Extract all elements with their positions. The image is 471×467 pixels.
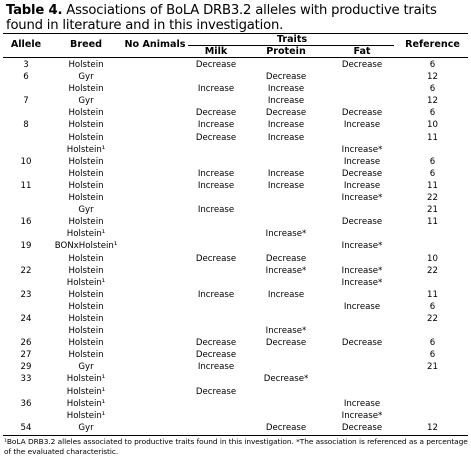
cell-breed: Holstein: [68, 84, 104, 95]
cell-allele: 8: [23, 120, 29, 131]
cell-animals: [123, 410, 187, 422]
cell-fat: Increase*: [341, 277, 383, 288]
cell-animals: [123, 144, 187, 156]
cell-fat: Decrease: [341, 422, 383, 433]
cell-fat: [327, 349, 397, 361]
cell-protein: Decrease: [265, 422, 307, 433]
table-row: [3, 204, 468, 216]
cell-reference: 6: [429, 301, 436, 312]
cell-animals: [123, 71, 187, 83]
cell-breed: Gyr: [78, 205, 94, 216]
cell-breed: Holstein: [68, 301, 104, 312]
header-milk: Milk: [204, 46, 228, 57]
cell-fat: Increase*: [341, 410, 383, 421]
cell-milk: [187, 265, 245, 277]
cell-fat: Increase*: [341, 265, 383, 276]
cell-animals: [123, 277, 187, 289]
cell-milk: [187, 71, 245, 83]
cell-animals: [123, 325, 187, 337]
cell-protein: [245, 386, 327, 398]
cell-breed: Gyr: [78, 362, 94, 373]
cell-animals: [123, 289, 187, 301]
cell-milk: Increase: [197, 205, 235, 216]
table-row: [3, 144, 468, 156]
cell-milk: Increase: [197, 168, 235, 179]
cell-allele: [3, 132, 49, 144]
cell-breed: Holstein: [68, 217, 104, 228]
cell-animals: [123, 216, 187, 228]
header-breed: Breed: [70, 39, 102, 50]
cell-reference: [397, 398, 468, 410]
cell-allele: 6: [23, 72, 29, 83]
cell-reference: [397, 325, 468, 337]
cell-allele: [3, 325, 49, 337]
cell-allele: 33: [20, 374, 32, 385]
cell-breed: Holstein: [68, 60, 104, 70]
cell-protein: Decrease*: [263, 374, 309, 385]
cell-animals: [123, 83, 187, 95]
cell-reference: 12: [427, 96, 438, 107]
cell-allele: 10: [20, 156, 32, 167]
table-row: [3, 373, 468, 385]
cell-fat: Increase*: [341, 241, 383, 252]
cell-allele: 3: [23, 60, 29, 70]
cell-fat: [327, 71, 397, 83]
table-footnote: ¹BoLA DRB3.2 alleles associated to productive traits found in this investigation. *The association is referenced as a percentage of the evaluated characteristic.: [4, 437, 468, 456]
cell-protein: Increase: [267, 168, 305, 179]
cell-milk: Decrease: [195, 108, 237, 119]
cell-milk: Decrease: [195, 386, 237, 397]
cell-milk: [187, 144, 245, 156]
cell-animals: [123, 204, 187, 216]
cell-fat: Decrease: [341, 108, 383, 119]
cell-breed: Holstein: [68, 168, 104, 179]
table-row: [3, 228, 468, 240]
cell-animals: [123, 422, 187, 434]
cell-protein: Increase: [267, 289, 305, 300]
table-caption-label: Table 4.: [6, 3, 63, 18]
table-row: [3, 361, 468, 373]
cell-reference: 6: [429, 60, 436, 70]
cell-milk: [187, 325, 245, 337]
cell-protein: [245, 144, 327, 156]
cell-reference: 22: [427, 265, 438, 276]
cell-allele: 22: [20, 265, 32, 276]
cell-animals: [123, 386, 187, 398]
cell-protein: Decrease: [265, 108, 307, 119]
cell-allele: [3, 192, 49, 204]
cell-animals: [123, 192, 187, 204]
cell-protein: Increase*: [265, 229, 307, 240]
cell-animals: [123, 301, 187, 313]
data-table: [3, 59, 468, 434]
table-row: [3, 119, 468, 131]
cell-breed: Holstein: [68, 180, 104, 191]
cell-protein: [245, 313, 327, 325]
cell-animals: [123, 361, 187, 373]
table-row: [3, 168, 468, 180]
cell-animals: [123, 180, 187, 192]
cell-protein: [245, 216, 327, 228]
cell-animals: [123, 119, 187, 131]
cell-allele: [3, 228, 49, 240]
cell-milk: [187, 216, 245, 228]
cell-allele: 26: [20, 338, 32, 349]
cell-fat: Decrease: [341, 168, 383, 179]
cell-fat: [327, 325, 397, 337]
cell-fat: Decrease: [341, 338, 383, 349]
cell-protein: Increase: [267, 84, 305, 95]
cell-reference: [397, 144, 468, 156]
table-row: [3, 192, 468, 204]
cell-milk: Decrease: [195, 132, 237, 143]
cell-animals: [123, 240, 187, 252]
table-row: [3, 289, 468, 301]
table-row: [3, 398, 468, 410]
cell-breed: Holstein: [68, 313, 104, 324]
cell-fat: Increase: [343, 398, 381, 409]
cell-reference: 11: [427, 180, 438, 191]
cell-allele: [3, 386, 49, 398]
cell-milk: [187, 410, 245, 422]
cell-milk: [187, 373, 245, 385]
cell-breed: Holstein: [68, 338, 104, 349]
cell-animals: [123, 313, 187, 325]
cell-allele: [3, 107, 49, 119]
cell-reference: 11: [427, 217, 438, 228]
cell-allele: [3, 204, 49, 216]
cell-milk: Increase: [197, 180, 235, 191]
cell-protein: [245, 410, 327, 422]
cell-milk: [187, 398, 245, 410]
header-fat: Fat: [353, 46, 371, 57]
cell-breed: Holstein: [68, 156, 104, 167]
cell-fat: Increase: [343, 180, 381, 191]
cell-animals: [123, 132, 187, 144]
table-row: [3, 337, 468, 349]
header-no-animals: No Animals: [124, 39, 186, 50]
table-row: [3, 386, 468, 398]
cell-protein: Decrease: [265, 72, 307, 83]
cell-milk: Decrease: [195, 350, 237, 361]
cell-fat: [327, 95, 397, 107]
cell-milk: Increase: [197, 362, 235, 373]
cell-milk: Increase: [197, 289, 235, 300]
cell-fat: [327, 132, 397, 144]
cell-allele: 27: [20, 350, 32, 361]
cell-fat: Decrease: [341, 60, 383, 70]
table-row: [3, 59, 468, 71]
header-reference: Reference: [405, 39, 460, 50]
cell-milk: [187, 422, 245, 434]
cell-milk: Increase: [197, 120, 235, 131]
cell-reference: 11: [427, 132, 438, 143]
cell-reference: [397, 240, 468, 252]
table-row: [3, 71, 468, 83]
cell-animals: [123, 253, 187, 265]
cell-protein: [245, 59, 327, 71]
cell-protein: [245, 361, 327, 373]
cell-animals: [123, 95, 187, 107]
cell-reference: [397, 373, 468, 385]
cell-milk: [187, 277, 245, 289]
cell-allele: 36: [20, 398, 32, 409]
cell-allele: 23: [20, 289, 32, 300]
cell-animals: [123, 398, 187, 410]
cell-allele: [3, 168, 49, 180]
table-row: [3, 240, 468, 252]
header-allele: Allele: [10, 39, 42, 50]
cell-protein: Increase: [267, 96, 305, 107]
cell-animals: [123, 349, 187, 361]
cell-fat: [327, 361, 397, 373]
cell-reference: 10: [427, 253, 438, 264]
cell-breed: Holstein: [68, 120, 104, 131]
cell-allele: 7: [23, 96, 29, 107]
cell-allele: 19: [20, 241, 32, 252]
table-row: [3, 422, 468, 434]
cell-breed: Gyr: [78, 72, 94, 83]
cell-reference: [397, 410, 468, 422]
cell-breed: Holstein¹: [66, 386, 106, 397]
cell-reference: [397, 386, 468, 398]
cell-milk: Decrease: [195, 253, 237, 264]
cell-allele: [3, 277, 49, 289]
cell-reference: 11: [427, 289, 438, 300]
cell-fat: [327, 289, 397, 301]
cell-reference: 6: [429, 338, 436, 349]
cell-reference: 10: [427, 120, 438, 131]
cell-milk: Increase: [197, 84, 235, 95]
table-row: [3, 253, 468, 265]
cell-protein: [245, 349, 327, 361]
table-row: [3, 410, 468, 422]
cell-reference: 6: [429, 168, 436, 179]
header-rule: [3, 57, 468, 58]
cell-breed: Holstein¹: [66, 144, 106, 155]
cell-fat: Increase: [343, 156, 381, 167]
cell-reference: 6: [429, 156, 436, 167]
cell-breed: Gyr: [78, 96, 94, 107]
cell-breed: Holstein: [68, 132, 104, 143]
cell-breed: Holstein¹: [66, 229, 106, 240]
cell-protein: Increase: [267, 180, 305, 191]
cell-reference: 6: [429, 84, 436, 95]
cell-fat: [327, 253, 397, 265]
cell-allele: 29: [20, 362, 32, 373]
cell-animals: [123, 156, 187, 168]
cell-breed: Holstein: [68, 289, 104, 300]
cell-fat: Increase*: [341, 144, 383, 155]
cell-allele: [3, 410, 49, 422]
cell-breed: Gyr: [78, 422, 94, 433]
cell-protein: Increase: [267, 132, 305, 143]
cell-allele: [3, 253, 49, 265]
cell-protein: Decrease: [265, 338, 307, 349]
cell-reference: 22: [427, 313, 438, 324]
table-row: [3, 180, 468, 192]
cell-milk: [187, 156, 245, 168]
cell-allele: 16: [20, 217, 32, 228]
table-row: [3, 216, 468, 228]
cell-protein: [245, 277, 327, 289]
cell-allele: 54: [20, 422, 32, 433]
cell-reference: 21: [427, 362, 438, 373]
cell-breed: Holstein¹: [66, 410, 106, 421]
cell-breed: Holstein: [68, 253, 104, 264]
cell-fat: Increase: [343, 120, 381, 131]
cell-animals: [123, 107, 187, 119]
cell-fat: [327, 83, 397, 95]
cell-protein: Increase*: [265, 326, 307, 337]
header-protein: Protein: [266, 46, 306, 57]
table-row: [3, 156, 468, 168]
cell-animals: [123, 168, 187, 180]
cell-protein: [245, 398, 327, 410]
cell-reference: 6: [429, 108, 436, 119]
cell-fat: [327, 386, 397, 398]
cell-animals: [123, 373, 187, 385]
cell-protein: [245, 240, 327, 252]
cell-animals: [123, 59, 187, 71]
cell-breed: Holstein: [68, 193, 104, 204]
table-row: [3, 95, 468, 107]
cell-milk: Decrease: [195, 338, 237, 349]
cell-protein: [245, 204, 327, 216]
cell-milk: Decrease: [195, 60, 237, 70]
cell-animals: [123, 337, 187, 349]
bottom-rule: [3, 435, 468, 436]
cell-breed: Holstein: [68, 108, 104, 119]
table-row: [3, 349, 468, 361]
cell-allele: 11: [20, 180, 32, 191]
cell-protein: Increase*: [265, 265, 307, 276]
table-row: [3, 301, 468, 313]
cell-reference: 21: [427, 205, 438, 216]
cell-reference: [397, 228, 468, 240]
table-row: [3, 313, 468, 325]
table-row: [3, 132, 468, 144]
cell-milk: [187, 228, 245, 240]
cell-breed: Holstein: [68, 326, 104, 337]
table-caption: [6, 3, 468, 33]
cell-fat: [327, 313, 397, 325]
cell-protein: Decrease: [265, 253, 307, 264]
cell-animals: [123, 228, 187, 240]
cell-reference: 12: [427, 72, 438, 83]
cell-fat: [327, 373, 397, 385]
table-row: [3, 265, 468, 277]
cell-breed: Holstein: [68, 350, 104, 361]
cell-protein: Increase: [267, 120, 305, 131]
cell-reference: 6: [429, 350, 436, 361]
cell-fat: [327, 204, 397, 216]
cell-protein: [245, 192, 327, 204]
cell-allele: 24: [20, 313, 32, 324]
table-body: [3, 59, 468, 434]
cell-protein: [245, 301, 327, 313]
cell-milk: [187, 313, 245, 325]
cell-milk: [187, 301, 245, 313]
cell-allele: [3, 144, 49, 156]
cell-milk: [187, 95, 245, 107]
cell-allele: [3, 301, 49, 313]
cell-milk: [187, 240, 245, 252]
cell-fat: Decrease: [341, 217, 383, 228]
cell-animals: [123, 265, 187, 277]
cell-reference: 12: [427, 422, 438, 433]
header-traits: Traits: [276, 34, 308, 45]
cell-fat: Increase: [343, 301, 381, 312]
cell-protein: [245, 156, 327, 168]
cell-breed: Holstein¹: [66, 398, 106, 409]
table-row: [3, 325, 468, 337]
table-row: [3, 107, 468, 119]
table-row: [3, 83, 468, 95]
cell-breed: BONxHolstein¹: [54, 241, 118, 252]
cell-allele: [3, 83, 49, 95]
cell-breed: Holstein¹: [66, 374, 106, 385]
cell-fat: [327, 228, 397, 240]
cell-milk: [187, 192, 245, 204]
table-caption-text: Associations of BoLA DRB3.2 alleles with productive traits found in literature and in this investigation.: [6, 3, 437, 33]
cell-fat: Increase*: [341, 193, 383, 204]
cell-breed: Holstein: [68, 265, 104, 276]
table-row: [3, 277, 468, 289]
cell-reference: 22: [427, 193, 438, 204]
cell-reference: [397, 277, 468, 289]
cell-breed: Holstein¹: [66, 277, 106, 288]
